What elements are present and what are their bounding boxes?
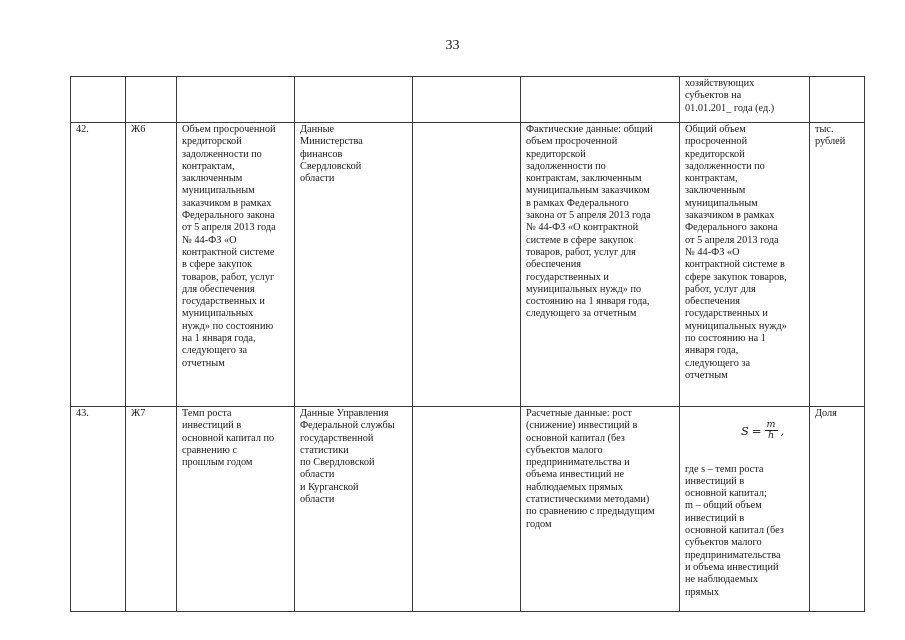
cell-method — [680, 407, 810, 612]
cell-num: 43. — [71, 407, 126, 612]
cell-num: 42. — [71, 123, 126, 407]
cell-description: Фактические данные: общий объем просроченной кредиторской задолженности по контрактам, заключенным муниципальным заказчиком в рамках Федерального закона от 5 апреля 2013 года № 44-ФЗ «О контрактной системе в сфере закупок товаров, работ, услуг для обеспечения государственных и муниципальных нужд» по состоянию на 1 января года, следующего за отчетным — [521, 123, 680, 407]
cell-col5 — [413, 407, 521, 612]
formula-equals: = — [751, 423, 762, 438]
cell-unit: Доля — [810, 407, 865, 612]
formula-numerator: m — [766, 419, 776, 431]
cell-source: Данные Управления Федеральной службы государственной статистики по Свердловской области и Курганской области — [295, 407, 413, 612]
cell-indicator — [177, 77, 295, 123]
formula-lhs: S — [741, 423, 749, 438]
indicators-table — [70, 76, 865, 612]
continuation-row — [71, 77, 865, 123]
cell-col5 — [413, 77, 521, 123]
formula-tail: , — [780, 423, 785, 438]
table-row — [71, 123, 865, 407]
method-text: где s – темп роста инвестиций в основной капитал; m – общий объем инвестиций в основной капитал (без субъектов малого предпринимательства и объема инвестиций не наблюдаемых прямых — [685, 463, 784, 598]
cell-code: Ж6 — [126, 123, 177, 407]
cell-indicator: Объем просроченной кредиторской задолженности по контрактам, заключенным муниципальным заказчиком в рамках Федерального закона от 5 апреля 2013 года № 44-ФЗ «О контрактной системе в сфере закупок товаров, работ, услуг для обеспечения государственных и муниципальных нужд» по состоянию на 1 января года, следующего за отчетным — [177, 123, 295, 407]
cell-col5 — [413, 123, 521, 407]
cell-code — [126, 77, 177, 123]
cell-code: Ж7 — [126, 407, 177, 612]
cell-source: Данные Министерства финансов Свердловской области — [295, 123, 413, 407]
cell-method: хозяйствующих субъектов на 01.01.201_ года (ед.) — [680, 77, 810, 123]
growth-rate-formula — [741, 420, 805, 441]
cell-description — [521, 77, 680, 123]
cell-unit — [810, 77, 865, 123]
cell-description: Расчетные данные: рост (снижение) инвестиций в основной капитал (без субъектов малого предпринимательства и объема инвестиций не наблюдаемых прямых статистическими методами) по сравнению с предыдущим годом — [521, 407, 680, 612]
table-row — [71, 407, 865, 612]
cell-indicator: Темп роста инвестиций в основной капитал по сравнению с прошлым годом — [177, 407, 295, 612]
formula-fraction — [765, 420, 778, 441]
cell-method: Общий объем просроченной кредиторской задолженности по контрактам, заключенным муниципальным заказчиком в рамках Федерального закона от 5 апреля 2013 года № 44-ФЗ «О контрактной системе в сфере закупок товаров, работ, услуг для обеспечения государственных и муниципальных нужд» по состоянию на 1 января года, следующего за отчетным — [680, 123, 810, 407]
cell-source — [295, 77, 413, 123]
cell-num — [71, 77, 126, 123]
cell-unit: тыс. рублей — [810, 123, 865, 407]
page-number: 33 — [445, 38, 460, 53]
formula-denominator: h — [767, 430, 775, 442]
